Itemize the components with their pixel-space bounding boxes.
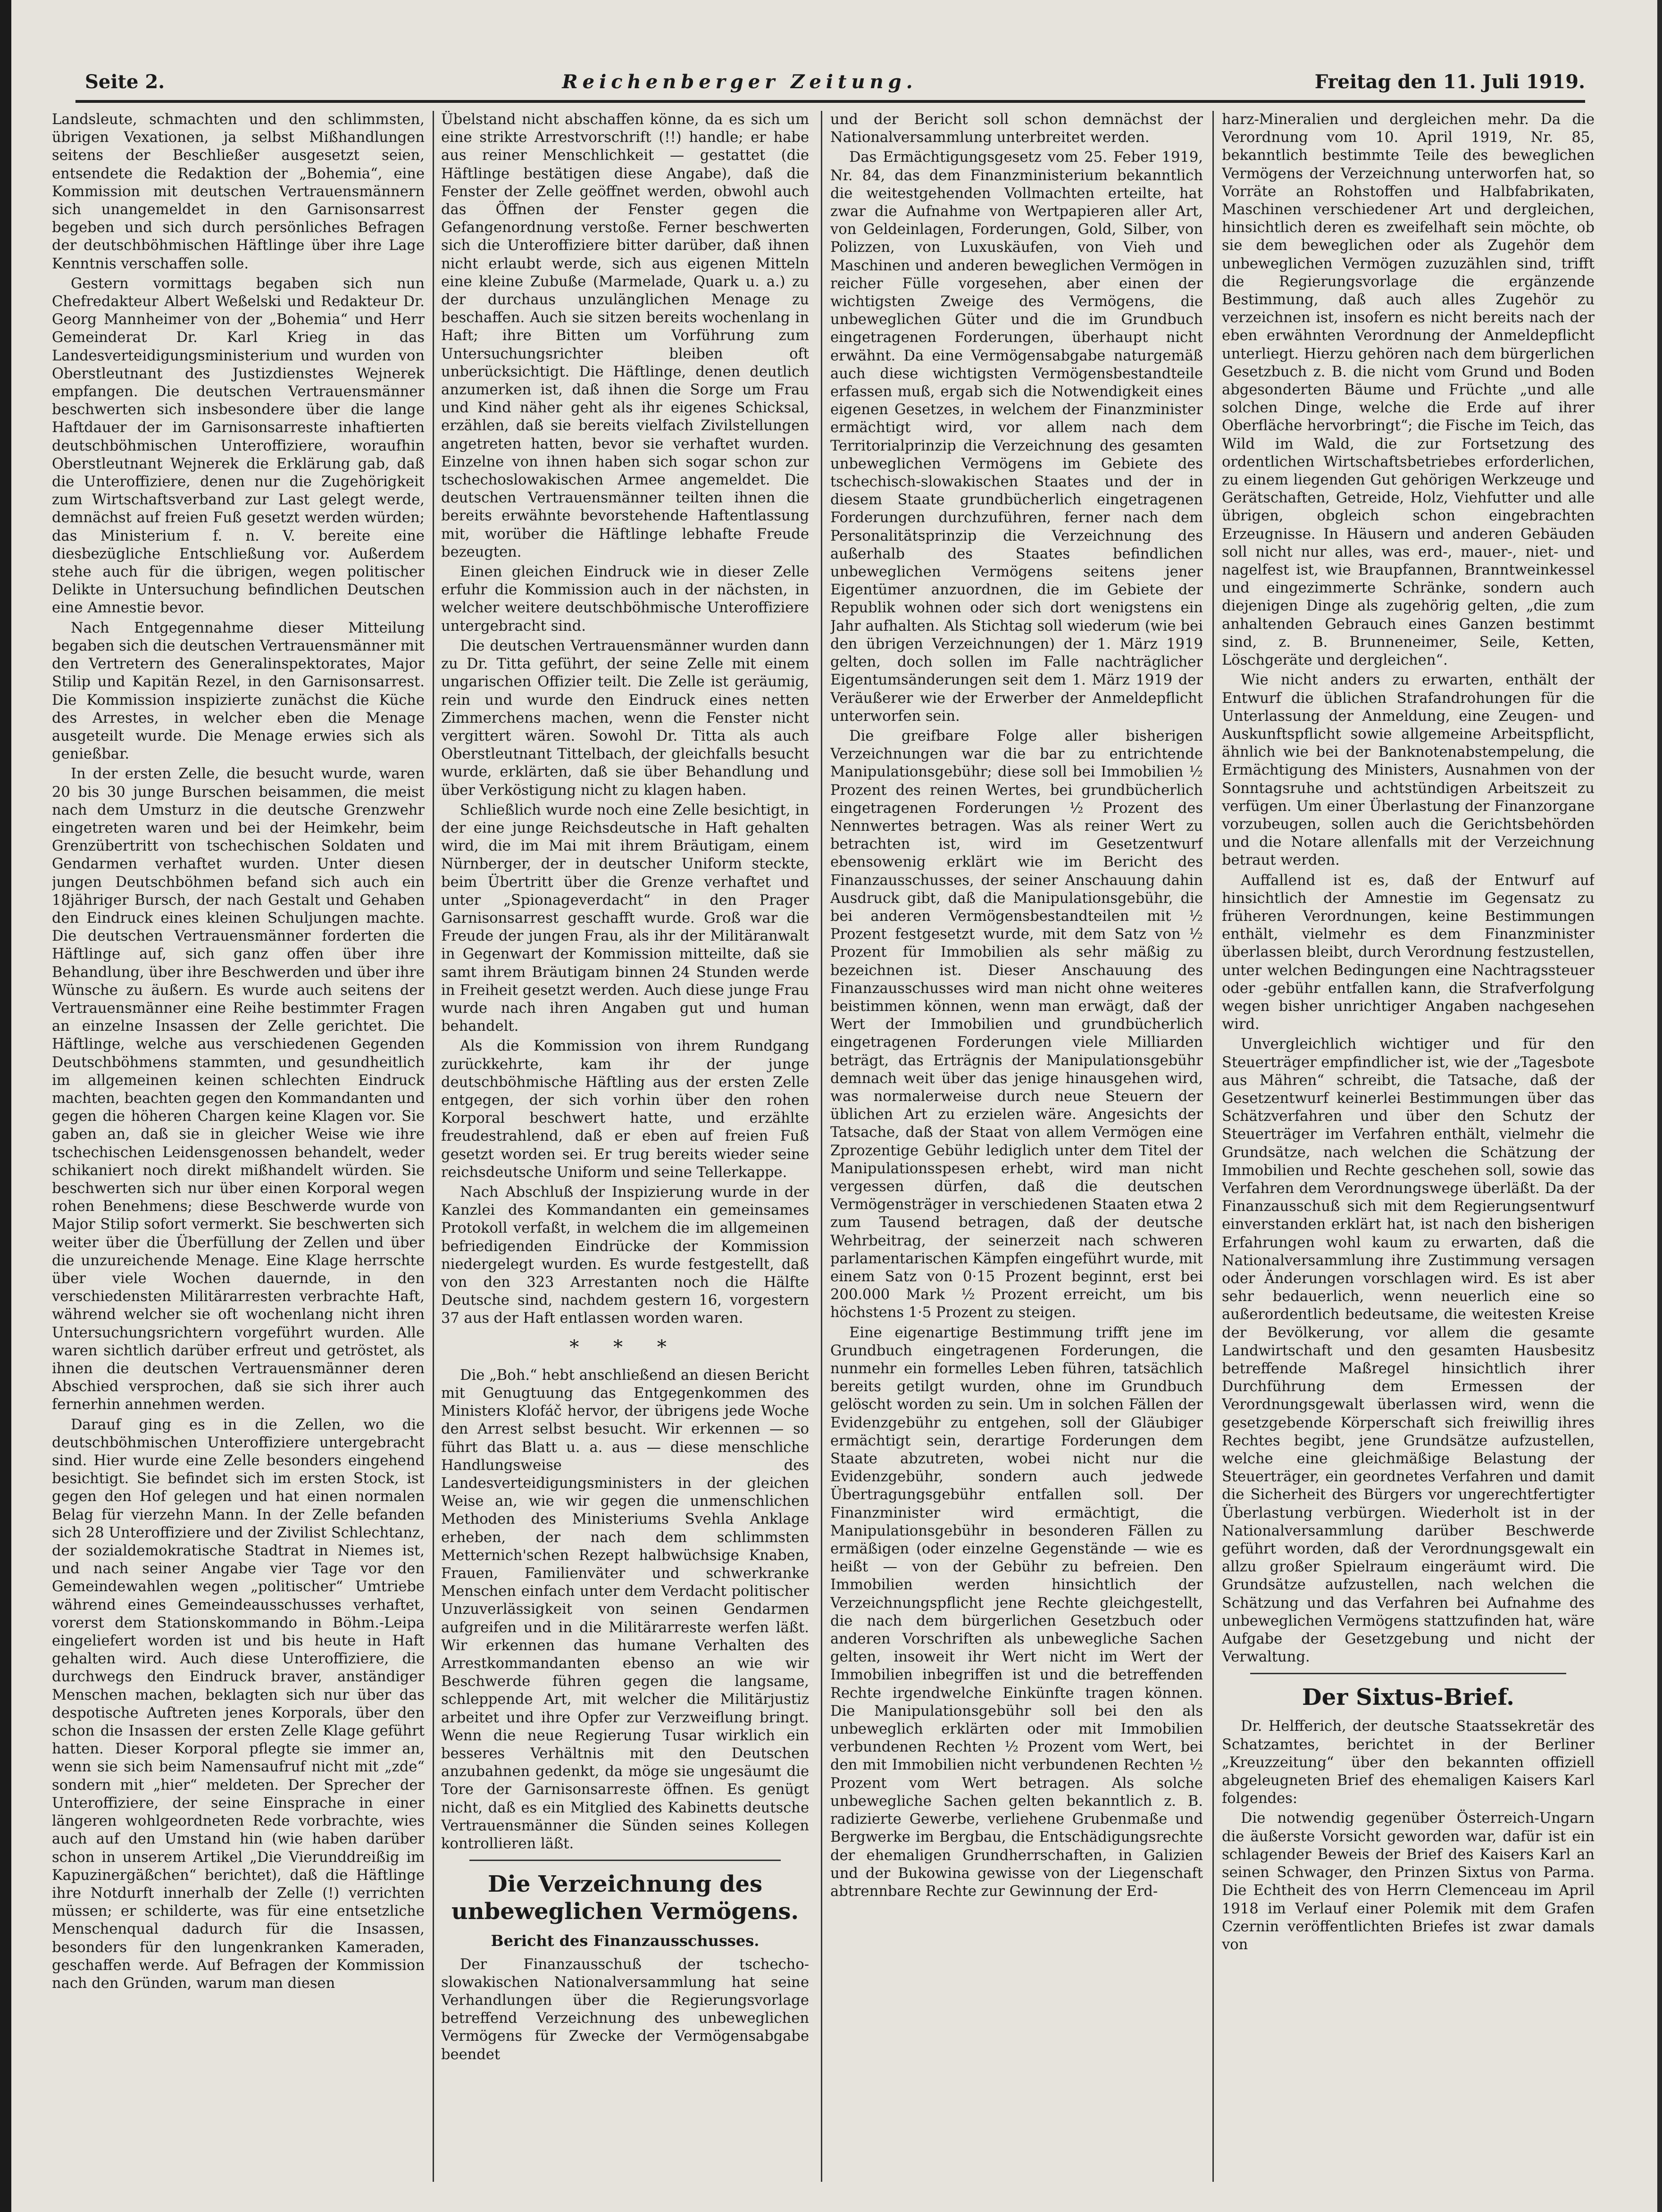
paragraph: Landsleute, schmachten und den schlimmsten, übrigen Vexationen, ja selbst Mißhandlungen seitens der Beschließer ausgesetzt seien, entsendete die Redaktion der „Bohemia“, eine Kommission mit deutschen Vertrauensmännern sich unangemeldet in den Garnisonsarrest begeben und sich durch persönliches Befragen der deutschböhmischen Häftlinge über ihre Lage Kenntnis verschaffen solle. — [52, 111, 425, 272]
article-heading: Der Sixtus-Brief. — [1302, 1684, 1514, 1711]
paragraph: Nach Abschluß der Inspizierung wurde in der Kanzlei des Kommandanten ein gemeinsames Protokoll verfaßt, in welchem die im allgemeinen befriedigenden Eindrücke der Kommission niedergelegt wurden. Es wurde festgestellt, daß von den 323 Arrestanten noch die Hälfte Deutsche sind, nachdem gestern 16, vorgestern 37 aus der Haft entlassen worden waren. — [441, 1184, 809, 1327]
page-header — [85, 71, 1585, 99]
paragraph: Die notwendig gegenüber Österreich-Ungarn die äußerste Vorsicht geworden war, dafür ist ein schlagender Beweis der Brief des Kaisers Karl an seinen Schwager, den Prinzen Sixtus von Parma. Die Echtheit des von Herrn Clemenceau im April 1918 im Verlauf einer Polemik mit dem Grafen Czernin veröffentlichten Briefes ist zwar damals von — [1222, 1810, 1595, 1953]
masthead: Reichenberger Zeitung. — [562, 71, 918, 93]
paragraph: Der Finanzausschuß der tschecho-slowakischen Nationalversammlung hat seine Verhandlungen über die Regierungsvorlage betreffend Verzeichnung des unbeweglichen Vermögens für Zwecke der Vermögensabgabe beendet — [441, 1956, 809, 2063]
column-divider — [1212, 111, 1214, 2182]
paragraph: Übelstand nicht abschaffen könne, da es sich um eine strikte Arrestvorschrift (!!) handle; er habe aus reiner Menschlichkeit — gestattet (die Häftlinge bestätigen diese Angabe), daß die Fenster der Zelle geöffnet werden, obwohl auch das Öffnen der Fenster gegen die Gefangenordnung verstoße. Ferner beschwerten sich die Unteroffiziere bitter darüber, daß ihnen nicht erlaubt werde, sich aus eigenen Mitteln eine kleine Zubuße (Marmelade, Quark u. a.) zu der durchaus unzulänglichen Menage zu beschaffen. Auch sie sitzen bereits wochenlang in Haft; ihre Bitten um Vorführung zum Untersuchungsrichter bleiben oft unberücksichtigt. Die Häftlinge, denen deutlich anzumerken ist, daß ihnen die Sorge um Frau und Kind näher geht als ihr eigenes Schicksal, erzählen, daß sie bereits vielfach Zivilstellungen angetreten hatten, bevor sie verhaftet wurden. Einzelne von ihnen haben sich sogar schon zur tschechoslowakischen Armee angemeldet. Die deutschen Vertrauensmänner teilten ihnen die bereits erwähnte bevorstehende Haftentlassung mit, worüber die Häftlinge lebhafte Freude bezeugten. — [441, 111, 809, 560]
scan-edge-right — [1657, 0, 1662, 2212]
section-separator: * * * — [569, 1336, 681, 1358]
paragraph: Die greifbare Folge aller bisherigen Verzeichnungen war die bar zu entrichtende Manipulationsgebühr; diese soll bei Immobilien ½ Prozent des reinen Wertes, bei grundbücherlich eingetragenen Forderungen ½ Prozent des Nennwertes betragen. Was als reiner Wert zu betrachten ist, wird im Gesetzentwurf ebensowenig erklärt wie im Bericht des Finanzausschusses, der seiner Anschauung dahin Ausdruck gibt, daß die Manipulationsgebühr, die bei anderen Vermögensbestandteilen mit ½ Prozent festgesetzt wurde, mit dem Satz von ½ Prozent für Immobilien als sehr mäßig zu bezeichnen ist. Dieser Anschauung des Finanzausschusses wird man nicht ohne weiteres beistimmen können, wenn man erwägt, daß der Wert der Immobilien und grundbücherlich eingetragenen Forderungen viele Milliarden beträgt, das Erträgnis der Manipulationsgebühr demnach weit über das jenige hinausgehen wird, was normalerweise durch neue Steuern der üblichen Art zu erzielen wäre. Angesichts der Tatsache, daß der Staat von allem Vermögen eine Zprozentige Gebühr lediglich unter dem Titel der Manipulationsspesen erhebt, wird man nicht vergessen dürfen, daß die deutschen Vermögensträger in verschiedenen Staaten etwa 2 zum Tausend betragen, daß der deutsche Wehrbeitrag, der seinerzeit nach schweren parlamentarischen Kämpfen eingeführt wurde, mit einem Satz von 0·15 Prozent beginnt, erst bei 200.000 Mark ½ Prozent erreicht, um bis höchstens 1·5 Prozent zu steigen. — [830, 727, 1203, 1321]
article-rule — [1250, 1673, 1566, 1674]
column-divider — [821, 111, 822, 2182]
column-4 — [1222, 111, 1595, 2182]
column-1 — [52, 111, 425, 2182]
header-rule — [75, 100, 1585, 103]
paragraph: harz-Mineralien und dergleichen mehr. Da die Verordnung vom 10. April 1919, Nr. 85, bekanntlich bestimmte Teile des beweglichen Vermögens der Verzeichnung unterworfen hat, so Vorräte an Rohstoffen und Halbfabrikaten, Maschinen verschiedener Art und dergleichen, hinsichtlich deren es zweifelhaft sein möchte, ob sie dem beweglichen oder als Zugehör dem unbeweglichen Vermögen zuzuzählen sind, trifft die Regierungsvorlage die ergänzende Bestimmung, daß auch alles Zugehör zu verzeichnen ist, insofern es nicht bereits nach der eben erwähnten Verordnung der Anmeldepflicht unterliegt. Hierzu gehören nach dem bürgerlichen Gesetzbuch z. B. die nicht vom Grund und Boden abgesonderten Bäume und Früchte „und alle solchen Dinge, welche die Erde auf ihrer Oberfläche hervorbringt“; die Fische im Teich, das Wild im Wald, die zur Fortsetzung des ordentlichen Wirtschaftsbetriebes erforderlichen, zu einem liegenden Gut gehörigen Werkzeuge und Gerätschaften, Getreide, Holz, Viehfutter und alle übrigen, obgleich schon eingebrachten Erzeugnisse. In Häusern und anderen Gebäuden soll nicht nur alles, was erd-, mauer-, niet- und nagelfest ist, wie Braupfannen, Branntweinkessel und eingezimmerte Schränke, sondern auch diejenigen Dinge als zugehörig gelten, „die zum anhaltenden Gebrauch eines Ganzen bestimmt sind, z. B. Brunneneimer, Seile, Ketten, Löschgeräte und dergleichen“. — [1222, 111, 1595, 669]
paragraph: Die deutschen Vertrauensmänner wurden dann zu Dr. Titta geführt, der seine Zelle mit einem ungarischen Offizier teilt. Die Zelle ist geräumig, rein und wurde den Eindruck eines netten Zimmerchens machen, wenn die Fenster nicht vergittert wären. Sowohl Dr. Titta als auch Oberstleutnant Tittelbach, der gleichfalls besucht wurde, erklärten, daß sie über Behandlung und über Verköstigung nicht zu klagen haben. — [441, 637, 809, 799]
paragraph: Gestern vormittags begaben sich nun Chefredakteur Albert Weßelski und Redakteur Dr. Georg Mannheimer von der „Bohemia“ und Herr Gemeinderat Dr. Karl Krieg in das Landesverteidigungsministerium und wurden von Oberstleutnant des Justizdienstes Wejnerek empfangen. Die deutschen Vertrauensmänner beschwerten sich insbesondere über die lange Haftdauer der im Garnisonsarreste inhaftierten deutschböhmischen Unteroffiziere, woraufhin Oberstleutnant Wejnerek die Erklärung gab, daß die Unteroffiziere, denen nur die Zugehörigkeit zum Wirtschaftsverband zur Last gelegt werde, demnächst auf freien Fuß gesetzt werden würden; das Ministerium f. n. V. bereite eine diesbezügliche Entschließung vor. Außerdem stehe auch für die übrigen, wegen politischer Delikte in Untersuchung befindlichen Deutschen eine Amnestie bevor. — [52, 275, 425, 617]
paragraph: Die „Boh.“ hebt anschließend an diesen Bericht mit Genugtuung das Entgegenkommen des Ministers Klofáč hervor, der übrigens jede Woche den Arrest selbst besucht. Wir erkennen — so führt das Blatt u. a. aus — diese menschliche Handlungsweise des Landesverteidigungsministers in der gleichen Weise an, wie wir gegen die unmenschlichen Methoden des Ministeriums Svehla Anklage erheben, der nach dem schlimmsten Metternich'schen Rezept halbwüchsige Knaben, Frauen, Familienväter und schwerkranke Menschen einfach unter dem Verdacht politischer Unzuverlässigkeit von seinen Gendarmen aufgreifen und in die Militärarreste werfen läßt. Wir erkennen das humane Verhalten des Arrestkommandanten ebenso an wie wir Beschwerde führen gegen die langsame, schleppende Art, mit welcher die Militärjustiz arbeitet und ihre Opfer zur Verzweiflung bringt. Wenn die neue Regierung Tusar wirklich ein besseres Verhältnis mit den Deutschen anzubahnen gedenkt, da möge sie ungesäumt die Tore der Garnisonsarreste öffnen. Es genügt nicht, daß es ein Mitglied des Kabinetts deutsche Vertrauensmänner die Sünden seines Kollegen kontrollieren läßt. — [441, 1367, 809, 1853]
paragraph: und der Bericht soll schon demnächst der Nationalversammlung unterbreitet werden. — [830, 111, 1203, 146]
article-rule — [469, 1860, 781, 1861]
paragraph: Auffallend ist es, daß der Entwurf auf hinsichtlich der Amnestie im Gegensatz zu früheren Verordnungen, keine Bestimmungen enthält, vielmehr es dem Finanzminister überlassen bleibt, durch Verordnung festzustellen, unter welchen Bedingungen eine Nachtragssteuer oder -gebühr entfallen kann, die Strafverfolgung wegen bisher unrichtiger Angaben nachgesehen wird. — [1222, 872, 1595, 1033]
paragraph: Darauf ging es in die Zellen, wo die deutschböhmischen Unteroffiziere untergebracht sind. Hier wurde eine Zelle besonders eingehend besichtigt. Sie befindet sich im ersten Stock, ist gegen den Hof gelegen und hat einen normalen Belag für vierzehn Mann. In der Zelle befanden sich 28 Unteroffiziere und der Zivilist Schlechtanz, der sozialdemokratische Stadtrat in Niemes ist, und nach seiner Angabe vier Tage vor den Gemeindewahlen wegen „politischer“ Umtriebe während eines Gemeindeausschusses verhaftet, vorerst dem Stationskommando in Böhm.-Leipa eingeliefert worden ist und bis heute in Haft gehalten wird. Auch diese Unteroffiziere, die durchwegs den Eindruck braver, anständiger Menschen machen, beklagten sich nur über das despotische Auftreten jenes Korporals, über den schon die Insassen der ersten Zelle Klage geführt hatten. Dieser Korporal pflegte sie immer an, wenn sie sich beim Namensaufruf nicht mit „zde“ sondern mit „hier“ meldeten. Der Sprecher der Unteroffiziere, der seine Einsprache in einer längeren wohlgeordneten Rede vorbrachte, wies auch auf den Umstand hin (wie haben darüber schon in unserem Artikel „Die Vierunddreißig im Kapuzinergäßchen“ berichtet), daß die Häftlinge ihre Notdurft innerhalb der Zelle (!) verrichten müssen; er schilderte, was für eine entsetzliche Menschenqual dadurch für die Insassen, besonders für den lungenkranken Kameraden, geschaffen werde. Auf Befragen der Kommission nach den Gründen, warum man diesen — [52, 1416, 425, 1992]
column-3 — [830, 111, 1203, 2182]
paragraph: Dr. Helfferich, der deutsche Staatssekretär des Schatzamtes, berichtet in der Berliner „Kreuzzeitung“ über den bekannten offiziell abgeleugneten Brief des ehemaligen Kaisers Karl folgendes: — [1222, 1718, 1595, 1807]
issue-date: Freitag den 11. Juli 1919. — [1314, 71, 1585, 93]
scan-edge-left — [0, 0, 11, 2212]
paragraph: Das Ermächtigungsgesetz vom 25. Feber 1919, Nr. 84, das dem Finanzministerium bekanntlich die weitestgehenden Vollmachten erteilte, hat zwar die Aufnahme von Wertpapieren aller Art, von Geldeinlagen, Forderungen, Gold, Silber, von Polizzen, von Luxuskäufen, von Vieh und Maschinen und anderen beweglichen Vermögen in reicher Fülle vorgesehen, aber einen der wichtigsten Zweige des Vermögens, die unbeweglichen Güter und die im Grundbuch eingetragenen Forderungen, überhaupt nicht erwähnt. Da eine Vermögensabgabe naturgemäß auch diese wichtigsten Vermögensbestandteile erfassen muß, ergab sich die Notwendigkeit eines eigenen Gesetzes, in welchem der Finanzminister ermächtigt wird, vor allem nach dem Territorialprinzip die Verzeichnung des gesamten unbeweglichen Vermögens im Gebiete des tschechisch-slowakischen Staates und der in diesem Staate grundbücherlich eingetragenen Forderungen durchzuführen, ferner nach dem Personalitätsprinzip die Verzeichnung des außerhalb des Staates befindlichen unbeweglichen Vermögens seitens jener Eigentümer anzuordnen, die im Gebiete der Republik wohnen oder sich dort wenigstens ein Jahr aufhalten. Als Stichtag soll wiederum (wie bei den übrigen Verzeichnungen) der 1. März 1919 gelten, doch sollen im Falle nachträglicher Eigentumsänderungen seit dem 1. März 1919 der Veräußerer wie der Erwerber der Anmeldepflicht unterworfen sein. — [830, 149, 1203, 725]
paragraph: Eine eigenartige Bestimmung trifft jene im Grundbuch eingetragenen Forderungen, die nunmehr ein formelles Leben führen, tatsächlich bereits getilgt wurden, ohne im Grundbuch gelöscht worden zu sein. Um in solchen Fällen der Evidenzgebühr zu entgehen, soll der Gläubiger ermächtigt sein, derartige Forderungen dem Staate abzutreten, wobei nicht nur die Evidenzgebühr, sondern auch jedwede Übertragungsgebühr entfallen soll. Der Finanzminister wird ermächtigt, die Manipulationsgebühr in besonderen Fällen zu ermäßigen (oder einzelne Gegenstände — wie es heißt — von der Gebühr zu befreien. Den Immobilien werden hinsichtlich der Verzeichnungspflicht jene Rechte gleichgestellt, die nach dem bürgerlichen Gesetzbuch oder anderen Vorschriften als unbewegliche Sachen gelten, insoweit ihr Wert nicht im Wert der Immobilien inbegriffen ist und die betreffenden Rechte irgendwelche Einkünfte tragen können. Die Manipulationsgebühr soll bei den als unbeweglich erklärten oder mit Immobilien verbundenen Rechten ½ Prozent vom Wert, bei den mit Immobilien nicht verbundenen Rechten ½ Prozent vom Wert betragen. Als solche unbewegliche Sachen gelten bekanntlich z. B. radizierte Gewerbe, verliehene Grubenmaße und Bergwerke im Bergbau, die Entschädigungsrechte der ehemaligen Grundherrschaften, in Galizien und der Bukowina gewisse von der Liegenschaft abtrennbare Rechte zur Gewinnung der Erd- — [830, 1324, 1203, 1900]
article-heading: Die Verzeichnung des unbeweglichen Vermögens. — [451, 1871, 799, 1925]
paragraph: Nach Entgegennahme dieser Mitteilung begaben sich die deutschen Vertrauensmänner mit den Vertretern des Generalinspektorates, Major Stilip und Kapitän Rezel, in den Garnisonsarrest. Die Kommission inspizierte zunächst die Küche des Arrestes, in welcher eben die Menage ausgeteilt wurde. Die Menage erwies sich als genießbar. — [52, 619, 425, 763]
paragraph: Als die Kommission von ihrem Rundgang zurückkehrte, kam ihr der junge deutschböhmische Häftling aus der ersten Zelle entgegen, der sich vorhin über den rohen Korporal beschwert hatte, und erzählte freudestrahlend, daß er eben auf freien Fuß gesetzt worden sei. Er trug bereits wieder seine reichsdeutsche Uniform und seine Tellerkappe. — [441, 1038, 809, 1181]
column-divider — [433, 111, 434, 2182]
column-2 — [441, 111, 809, 2182]
paragraph: In der ersten Zelle, die besucht wurde, waren 20 bis 30 junge Burschen beisammen, die meist nach dem Umsturz in die deutsche Grenzwehr eingetreten waren und bei der Heimkehr, beim Grenzübertritt von tschechischen Soldaten und Gendarmen verhaftet wurden. Unter diesen jungen Deutschböhmen befand sich auch ein 18jähriger Bursch, der nach Gestalt und Gehaben den Eindruck eines kleinen Schuljungen machte. Die deutschen Vertrauensmänner forderten die Häftlinge auf, sich ganz offen über ihre Behandlung, über ihre Beschwerden und über ihre Wünsche zu äußern. Es wurde auch seitens der Vertrauensmänner eine Reihe bestimmter Fragen an einzelne Insassen der Zelle gerichtet. Die Häftlinge, welche aus verschiedenen Gegenden Deutschböhmens stammten, und gesundheitlich im allgemeinen keinen schlechten Eindruck machten, beachten gegen den Kommandanten und gegen die höheren Chargen keine Klagen vor. Sie gaben an, daß sie in gleicher Weise wie ihre tschechischen Leidensgenossen behandelt, weder schikaniert noch direkt mißhandelt würden. Sie beschwerten sich nur über einen Korporal wegen rohen Benehmens; diese Beschwerde wurde von Major Stilip sofort vermerkt. Sie beschwerten sich weiter über die Überfüllung der Zellen und über die unzureichende Menage. Eine Klage herrschte über viele Wochen dauernde, in den verschiedensten Militärarresten verbrachte Haft, während welcher sie oft wochenlang nicht ihren Untersuchungsrichtern vorgeführt wurden. Alle waren sichtlich darüber erfreut und getröstet, als ihnen die deutschen Vertrauensmänner deren Abschied versprochen, daß sie sich ihrer auch fernerhin annehmen werden. — [52, 766, 425, 1413]
page-number: Seite 2. — [85, 71, 165, 93]
article-subheading: Bericht des Finanzausschusses. — [491, 1932, 760, 1950]
paragraph: Schließlich wurde noch eine Zelle besichtigt, in der eine junge Reichsdeutsche in Haft gehalten wird, die im Mai mit ihrem Bräutigam, einem Nürnberger, der in deutscher Uniform steckte, beim Übertritt über die Grenze verhaftet und unter „Spionageverdacht“ in den Prager Garnisonsarrest geschafft wurde. Groß war die Freude der jungen Frau, als ihr der Militäranwalt in Gegenwart der Kommission mitteilte, daß sie samt ihrem Bräutigam binnen 24 Stunden werde in Freiheit gesetzt werden. Auch diese junge Frau wurde nach ihren Angaben gut und human behandelt. — [441, 801, 809, 1035]
paragraph: Wie nicht anders zu erwarten, enthält der Entwurf die üblichen Strafandrohungen für die Unterlassung der Anmeldung, eine Zeugen- und Auskunftspflicht sowie allgemeine Arbeitspflicht, ähnlich wie bei der Banknotenabstempelung, die Ermächtigung des Ministers, Ausnahmen von der Sonntagsruhe und achtstündigen Arbeitszeit zu verfügen. Um einer Überlastung der Finanzorgane vorzubeugen, sollen auch die Gerichtsbehörden und die Notare allenfalls mit der Verzeichnung betraut werden. — [1222, 672, 1595, 869]
paragraph: Unvergleichlich wichtiger und für den Steuerträger empfindlicher ist, wie der „Tagesbote aus Mähren“ schreibt, die Tatsache, daß der Gesetzentwurf keinerlei Bestimmungen über das Schätzverfahren und über den Schutz der Steuerträger im Verfahren enthält, vielmehr die Grundsätze, nach welchen die Schätzung der Immobilien und Rechte geschehen soll, sowie das Verfahren dem Verordnungswege überläßt. Da der Finanzausschuß sich mit dem Regierungsentwurf einverstanden erklärt hat, ist nach den bisherigen Erfahrungen wohl kaum zu erwarten, daß die Nationalversammlung ihre Zustimmung versagen oder Änderungen vorschlagen wird. Es ist aber sehr bedauerlich, wenn neuerlich eine so außerordentlich bedeutsame, die weitesten Kreise der Bevölkerung, vor allem die gesamte Landwirtschaft und den gesamten Hausbesitz betreffende Maßregel hinsichtlich ihrer Durchführung dem Ermessen der Verordnungsgewalt überlassen wird, wenn die gesetzgebende Körperschaft sich freiwillig ihres Rechtes begibt, jene Grundsätze aufzustellen, welche eine gleichmäßige Belastung der Steuerträger, ein geordnetes Verfahren und damit die Sicherheit des Bürgers vor ungerechtfertigter Überlastung verbürgen. Wiederholt ist in der Nationalversammlung darüber Beschwerde geführt worden, daß der Verordnungsgewalt ein allzu großer Spielraum eingeräumt wird. Die Grundsätze aufzustellen, nach welchen die Schätzung und das Verfahren bei Aufnahme des unbeweglichen Vermögens stattzufinden hat, wäre Aufgabe der Gesetzgebung und nicht der Verwaltung. — [1222, 1036, 1595, 1666]
paragraph: Einen gleichen Eindruck wie in dieser Zelle erfuhr die Kommission auch in der nächsten, in welcher weitere deutschböhmische Unteroffiziere untergebracht sind. — [441, 564, 809, 634]
